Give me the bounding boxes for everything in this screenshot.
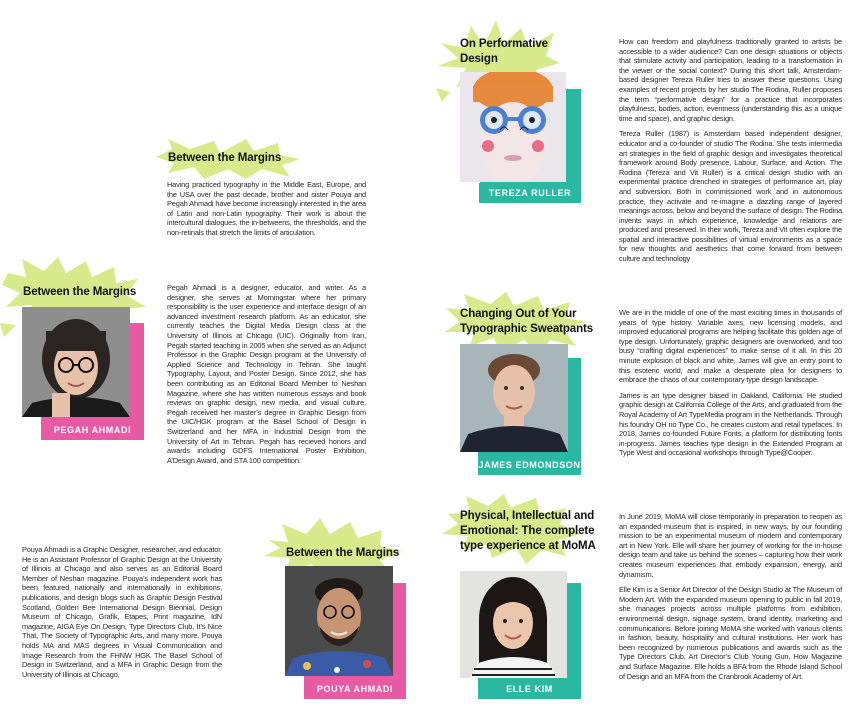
paragraph: We are in the middle of one of the most exciting times in thousands of years of type history. Variable axes, new licensing models, and improved educational programs are helping facilitate this golden age of type design. Unfortunately, graphic designers are overworked, and too busy “crafting digital experiences” to make sense of it all. In this 20 minute explosion of black and white, James will give an entry point to this esoteric world, and make a desperate plea for designers to embrace the chaos of our contemporary type design landscape. <box>619 308 842 385</box>
speaker-name-tag: JAMES EDMONDSON <box>478 455 581 475</box>
speaker-photo-elle-kim <box>460 571 567 678</box>
talk-title-between-the-margins-intro: Between the Margins <box>168 152 282 164</box>
talk-description-pouya-ahmadi <box>22 545 222 685</box>
speaker-name-tag: PEGAH AHMADI <box>41 420 144 440</box>
paragraph: Tereza Ruller (1987) is Amsterdam based independent designer, educator and a co-founder of studio The Rodina. She tests intermedia art strategies in the field of graphic design and investigates theoretical framework around Body presence, Labour, Surface, and Action. The Rodina (Tereza and Vit Ruller) is a critical design studio with an experimental practice drenched in strategies of performance art, play and subversion. Both in commissioned work and in autonomous practice, they activate and re-imagine a dazzling range of layered meanings across, below and beyond the surface of design. The Rodina invents ways in which experience, knowledge and relations are produced and preserved. In their work, Tereza and Vit often explore the spatial and interactive possibilities of virtual environments as a space for new thoughts and aesthetics that come forward from between culture and technology <box>619 129 842 264</box>
speaker-name-tag: ELLE KIM <box>478 679 581 699</box>
talk-description-between-the-margins <box>167 180 366 244</box>
speaker-photo-pegah-ahmadi <box>22 307 130 417</box>
paragraph: Pegah Ahmadi is a designer, educator, and writer. As a designer, she serves at Morningstar where her primary responsibility is the user experience and interface design of an advanced investment research platform. As an educator, she currently teaches the Digital Media Design class at the University of Illinois at Chicago (UIC). Originally from Iran, Pegah started teaching in 2005 when she served as an Adjunct Professor in the Graphic Design program at the University of Applied Science and Technology in Tehran. She taught Typography, Layout, and Poster Design. Since 2012, she has been contributing as an Editorial Board Member to Neshan Magazine, where she has written numerous essays and book reviews on graphic design, new media, and visual culture. Pegah received her master’s degree in Graphic Design from the UIC/HGK program at the Basel School of Design in Switzerland and her MFA in Industrial Design from the University of Art in Tehran. Pegah has recieved honors and awards including GDFS International Poster Exhibition, A’Design Award, and STA 100 competition. <box>167 283 366 465</box>
talk-title-type-experience-moma: Physical, Intellectual and Emotional: The complete type experience at MoMA <box>460 510 596 552</box>
paragraph: In June 2019, MoMA will close temporarily in preparation to reopen as an expanded museum that is inspired, in new ways, by our founding mission to be an experimental museum of modern and contemporary art in New York. Elle will share her journey of working for the in-house design team and take us behind the scenes – capturing how their work creates museum experiences that embody expansion, energy, and dynamism. <box>619 512 842 579</box>
talk-title-typographic-sweatpants: Changing Out of Your Typographic Sweatpants <box>460 308 594 335</box>
paragraph: Having practiced typography in the Middle East, Europe, and the USA over the past decade, brother and sister Pouya and Pegah Ahmadi have become increasingly interested in the area of Latin and non-Latin typography. Their work is about the intercultural dialogues, the in-betweens, the thresholds, and the non-retinals that stretch the limits of articulation. <box>167 180 366 237</box>
talk-title-between-the-margins-pegah: Between the Margins <box>23 286 137 298</box>
paragraph: How can freedom and playfulness traditionally granted to artists be accessible to a wider audience? Can one design situations or objects that stimulate activity and participation, leading to a transformation in the viewer or the social context? During this short talk, Amsterdam-based designer Tereza Ruller tries to answer these questions. Using examples of recent projects by her studio The Rodina, Ruller proposes the term “performative design” for a practice that incorporates playfulness, bodies, action, eventness (understanding this as a unique time and space), and graphic design. <box>619 37 842 123</box>
paragraph: Elle Kim is a Senior Art Director of the Design Studio at The Museum of Modern Art. With the expanded museum opening to public in fall 2019, she manages projects across multiple platforms from exhibition, environmental design, signage system, brand identity, marketing and communications. Before joining MoMA she worked with various clients in fashion, beauty, hospitality and cultural institutions. Her work has been recognized by numerous publications and awards such as the Type Directors Club, Art Director’s Club Young Gun, How Magazine and Surface Magazine. Elle holds a BFA from the Rhode Island School of Design and an MFA from the Cranbrook Academy of Art. <box>619 585 842 681</box>
talk-description-james-edmondson <box>619 308 842 464</box>
speaker-photo-tereza-ruller <box>460 72 566 182</box>
speaker-name-tag: POUYA AHMADI <box>304 679 406 699</box>
talk-description-pegah-ahmadi <box>167 283 366 471</box>
talk-description-elle-kim <box>619 512 842 687</box>
talk-title-on-performative-design: On Performative Design <box>460 38 548 65</box>
paragraph: Pouya Ahmadi is a Graphic Designer, researcher, and educator. He is an Assistant Professor of Graphic Design at the University of Illinois at Chicago and also serves as an Editorial Board Member of Neshan magazine. Pouya’s independent work has been featured nationally and internationally in exhibitions, publications, and design blogs such as Graphic Design Festival Scotland, Golden Bee International Design Biennial, Design Museum of Chicago, Grafik, Etapes, Print magazine, IdN magazine, AIGA Eye On Design, Type Directors Club, It’s Nice That, The Society of Typographic Arts, and many more. Pouya holds MA and MAS degrees in Visual Communication and Image Research from the FHNW HGK The Basel School of Design in Switzerland, and a MFA in Graphic Design from the University of Illinois at Chicago. <box>22 545 222 679</box>
speaker-name-tag: TEREZA RULLER <box>479 183 581 203</box>
speaker-photo-james-edmondson <box>460 344 568 452</box>
speaker-photo-pouya-ahmadi <box>285 566 393 676</box>
talk-title-between-the-margins-pouya: Between the Margins <box>286 547 400 559</box>
paragraph: James is an type designer based in Oakland, California. He studied graphic design at California College of the Arts, and graduated from the Royal Academy of Art TypeMedia program in the Netherlands. Through his foundry OH no Type Co., he creates custom and retail typefaces. In 2018, James co-founded Future Fonts, a platform for distributing fonts in-progress. James teaches type design in the Extended Program at Type West and occasional workshops through Type@Cooper. <box>619 390 842 458</box>
talk-description-on-performative-design <box>619 37 842 270</box>
